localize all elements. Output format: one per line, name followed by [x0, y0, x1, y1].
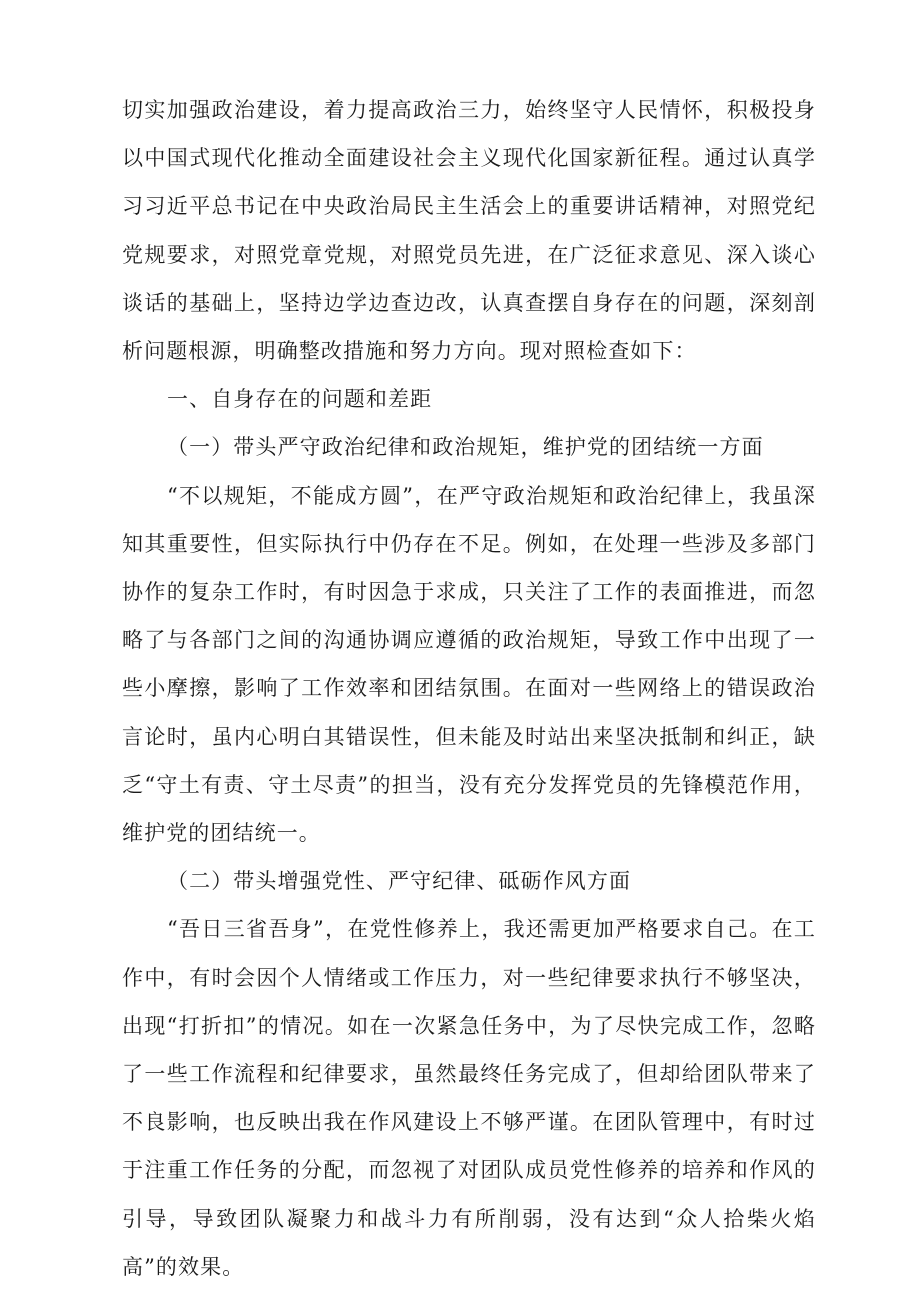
subsection-heading-1: （一）带头严守政治纪律和政治规矩，维护党的团结统一方面 [167, 435, 764, 460]
subsection-1-paragraph: “不以规矩，不能成方圆”，在严守政治规矩和政治纪律上，我虽深知其重要性，但实际执行中仍存在不足。例如，在处理一些涉及多部门协作的复杂工作时，有时因急于求成，只关注了工作的表面推进，而忽略了与各部门之间的沟通协调应遵循的政治规矩，导致工作中出现了一些小摩擦，影响了工作效率和团结氛围。在面对一些网络上的错误政治言论时，虽内心明白其错误性，但未能及时站出来坚决抵制和纠正，缺乏“守土有责、守土尽责”的担当，没有充分发挥党员的先锋模范作用，维护党的团结统一。 [122, 483, 816, 846]
document-body [122, 86, 816, 1291]
subsection-2-paragraph: “吾日三省吾身”，在党性修养上，我还需更加严格要求自己。在工作中，有时会因个人情绪或工作压力，对一些纪律要求执行不够坚决，出现“打折扣”的情况。如在一次紧急任务中，为了尽快完成工作，忽略了一些工作流程和纪律要求，虽然最终任务完成了，但却给团队带来了不良影响，也反映出我在作风建设上不够严谨。在团队管理中，有时过于注重工作任务的分配，而忽视了对团队成员党性修养的培养和作风的引导，导致团队凝聚力和战斗力有所削弱，没有达到“众人拾柴火焰高”的效果。 [122, 917, 816, 1279]
intro-paragraph: 切实加强政治建设，着力提高政治三力，始终坚守人民情怀，积极投身以中国式现代化推动全面建设社会主义现代化国家新征程。通过认真学习习近平总书记在中央政治局民主生活会上的重要讲话精神，对照党纪党规要求，对照党章党规，对照党员先进，在广泛征求意见、深入谈心谈话的基础上，坚持边学边查边改，认真查摆自身存在的问题，深刻剖析问题根源，明确整改措施和努力方向。现对照检查如下： [122, 98, 816, 364]
section-heading-1: 一、自身存在的问题和差距 [167, 387, 433, 412]
subsection-heading-2: （二）带头增强党性、严守纪律、砥砺作风方面 [167, 869, 632, 894]
